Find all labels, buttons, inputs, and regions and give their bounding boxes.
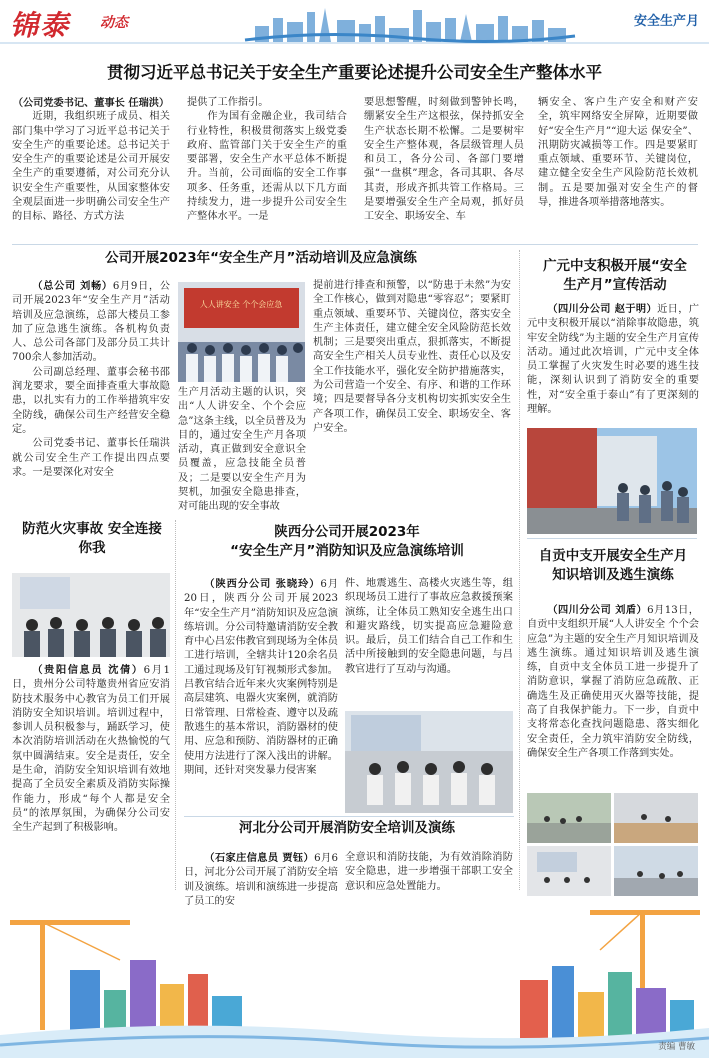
article7-photo-2 [614, 793, 698, 843]
article6-byline: （石家庄信息员 贾钰） [204, 852, 315, 864]
main-col-2 [187, 96, 347, 246]
article6-col-1-text: 6月6日，河北分公司开展了消防安全培训及演练。培训和演练进一步提高了员工的安 [184, 853, 339, 907]
article2-photo-banner: 人人讲安全 个个会应急 [199, 300, 283, 309]
main-col-2b-text: 作为国有金融企业，我司结合行业特性，积极贯彻落实上级党委政府、监管部门关于安全生产的重要部署，安全生产水平总体不断提升。当前，公司面临的安全工作事项多、任务重，还需从以下几方面持续发力，进一步提升公司安全生产整体水平。一是 [187, 111, 347, 223]
article2-col-1b-text: 公司副总经理、董事会秘书邵润龙要求，要全面排查重大事故隐患，以扎实有力的工作举措筑牢安全防线，确保公司生产经营安全稳定。 [12, 366, 170, 435]
article2-byline: （总公司 刘畅） [32, 280, 113, 292]
article2-col-3-text: 提前进行排查和预警，以“防患于未然”为安全工作核心，做到对隐患“零容忍”；要紧盯重点领域、重要环节、关键岗位，落实安全生产主体责任，建立健全安全风险防范长效机制；三是要突出重点，狠抓落实，不断提高安全生产相关人员专业性、责任心以及安全工作技能水平，强化安全防护措施落实，为公司营造一个安全、有序、和谐的工作环境；四是要督导各分支机构切实抓实安全生产各项工作，确保员工安全、职场安全、客户安全。 [313, 280, 511, 434]
footer-construction-illustration [0, 900, 709, 1058]
brand-logo: 锦泰 [10, 9, 71, 42]
main-col-4 [538, 96, 698, 246]
article7-headline-line2: 知识培训及逃生演练 [552, 567, 674, 583]
article5-byline: （陕西分公司 张晓玲） [204, 578, 321, 590]
article5-col-2-text: 件、地震逃生、高楼火灾逃生等，组织现场员工进行了事故应急救援预案演练，让全体员工熟知安全逃生出口和避灾路线，切实提高应急避险意识。最后，员工们结合自己工作和生活中所接触到的安全隐患问题，与吕教官进行了互动与沟通。 [345, 578, 513, 675]
article5-headline-line2: “安全生产月”消防知识及应急演练培训 [230, 543, 464, 559]
article5-col-1 [184, 577, 338, 813]
article3-photo [527, 428, 697, 534]
article3-body-text: 近日，广元中支积极开展以“消除事故隐患，筑牢安全防线”为主题的安全生产月宣传活动。通过此次培训，广元中支全体员工掌握了火灾发生时必要的逃生技能，深刻认识到了消防安全的重要性，对“安全重于泰山”有了更深刻的理解。 [527, 304, 700, 416]
article5-headline [180, 523, 514, 561]
article7-body-text: 6月13日，自贡中支组织开展“人人讲安全 个个会应急”为主题的安全生产月知识培训及逃生演练。通过知识培训及逃生演练，自贡中支全体员工进一步提升了消防意识，掌握了消防应急疏散、正确选生及正确使用灭火器等技能，提高了自我保护能力。下一步，自贡中支将常态化查找问题隐患、落实细化安全责任，全力筑牢消防安全防线，确保安全生产各项工作落到实处。 [527, 605, 699, 759]
article6-col-2-text: 全意识和消防技能，为有效消除消防安全隐患，进一步增强干部职工安全意识和应急处置能力。 [345, 852, 513, 892]
article7-body [527, 603, 699, 787]
article7-headline-line1: 自贡中支开展安全生产月 [538, 548, 688, 564]
article3-body [527, 302, 699, 424]
article7-photo-4 [614, 846, 698, 896]
main-col-2a-text: 提供了工作指引。 [187, 97, 269, 108]
main-col-3-text: 要思想警醒，时刻做到警钟长鸣，绷紧安全生产这根弦，保持抓安全生产状态长期不松懈。二是要树牢安全生产整体观，各层级管理人员和员工，各分公司、各部门要增强“一盘棋”理念，各司其职、各尽其责，形成齐抓共管工作格局。三是要增强安全生产全局观，抓好员工安全、职场安全、车 [364, 97, 524, 223]
article2-photo [178, 282, 305, 382]
main-col-1 [12, 96, 170, 246]
article6-headline: 河北分公司开展消防安全培训及演练 [239, 820, 455, 836]
article7-byline: （四川分公司 刘盾） [547, 604, 648, 616]
article7-photo-3 [527, 846, 611, 896]
article2-col-1c-text: 公司党委书记、董事长任瑞洪就公司安全生产工作提出四点要求。一是要深化对安全 [12, 438, 170, 478]
article2-col-2-text: 生产月活动主题的认识，突出“人人讲安全、个个会应急”这条主线，以全员普及为目的，通过安全生产月各项活动，真正做到安全意识全员覆盖，应急技能全员普及；二是要以安全生产月为契机，加强安全隐患排查，对可能出现的安全事故 [178, 387, 306, 513]
article3-byline: （四川分公司 赵于明） [547, 303, 658, 315]
main-col-3 [364, 96, 524, 246]
article4-body [12, 663, 170, 893]
article2-headline: 公司开展2023年“安全生产月”活动培训及应急演练 [105, 250, 417, 266]
article4-byline: （贵阳信息员 沈倩） [32, 664, 144, 676]
main-col-4-text: 辆安全、客户生产安全和财产安全，筑牢网络安全屏障，近期要做好“安全生产月”“迎大运 保安全”、汛期防灾减损等工作。四是要紧盯重点领域、重要环节、关键岗位，建立健全安全生产风险防范长效机制。五是要加强对安全生产的督导，推进各项举措落地落实。 [538, 97, 698, 209]
article5-col-1-text: 6月20日，陕西分公司开展2023年“安全生产月”消防知识及应急演练培训。分公司特邀请消防安全教育中心吕宏伟教官到现场为全体员工进行培训，全辖共计120余名员工通过现场及钉钉视频形式参加。吕教官结合近年来火灾案例特别是高层建筑、电器火灾案例，就消防日常管理、日常检查、遵守以及疏散逃生的基本常识，消防器材的使用、应急和预防、消防器材的正确使用方法进行了深入浅出的讲解。期间，还针对突发暴力侵害案 [184, 579, 339, 776]
masthead [0, 0, 709, 44]
article4-photo [12, 573, 170, 657]
brand-sub: 动态 [100, 15, 128, 31]
section-label: 安全生产月 [633, 14, 699, 29]
article2-col-1a-text: 6月9日，公司开展2023年“安全生产月”活动培训及应急演练，总部大楼员工参加了应急逃生演练。各机构负责人、总公司各部门及部分员工共计700余人参加活动。 [12, 281, 170, 364]
article7-photo-1 [527, 793, 611, 843]
article2-col-1 [12, 279, 170, 504]
article3-headline: 广元中支积极开展“安全生产月”宣传活动 [543, 258, 687, 293]
article5-photo [345, 711, 513, 813]
main-byline: （公司党委书记、董事长 任瑞洪） [12, 97, 170, 109]
editor-credit: 责编 曹敏 [658, 1042, 695, 1052]
article5-headline-line1: 陕西分公司开展2023年 [274, 524, 420, 540]
article2-col-2 [178, 386, 306, 513]
skyline-illustration [245, 4, 575, 42]
article4-headline: 防范火灾事故 安全连接你我 [22, 521, 162, 556]
article5-col-2 [345, 577, 513, 702]
article4-body-text: 6月1日，贵州分公司特邀贵州省应安消防技术服务中心教官为员工们开展消防安全知识培训。培训过程中，参训人员积极参与，踊跃学习，使本次消防培训活动在火热愉悦的气氛中圆满结束。安全是责任，安全是生命，消防安全知识培训有效地提高了全员安全素质及消防实际操作能力，形成“每个人都是安全员”的浓厚氛围，为确保分公司安全生产起到了积极影响。 [12, 665, 170, 834]
main-col-1-text: 近期，我组织班子成员、相关部门集中学习了习近平总书记关于安全生产的重要论述。总书记关于安全生产的重要论述是公司开展安全生产的重要遵循，对公司充分认识安全生产重要性，从国家整体安全观层面进一步明确公司安全生产的目标、路径、方式方法 [12, 111, 170, 223]
main-headline: 贯彻习近平总书记关于安全生产重要论述提升公司安全生产整体水平 [107, 63, 602, 82]
article7-headline [527, 547, 699, 585]
article2-col-3 [313, 279, 511, 504]
